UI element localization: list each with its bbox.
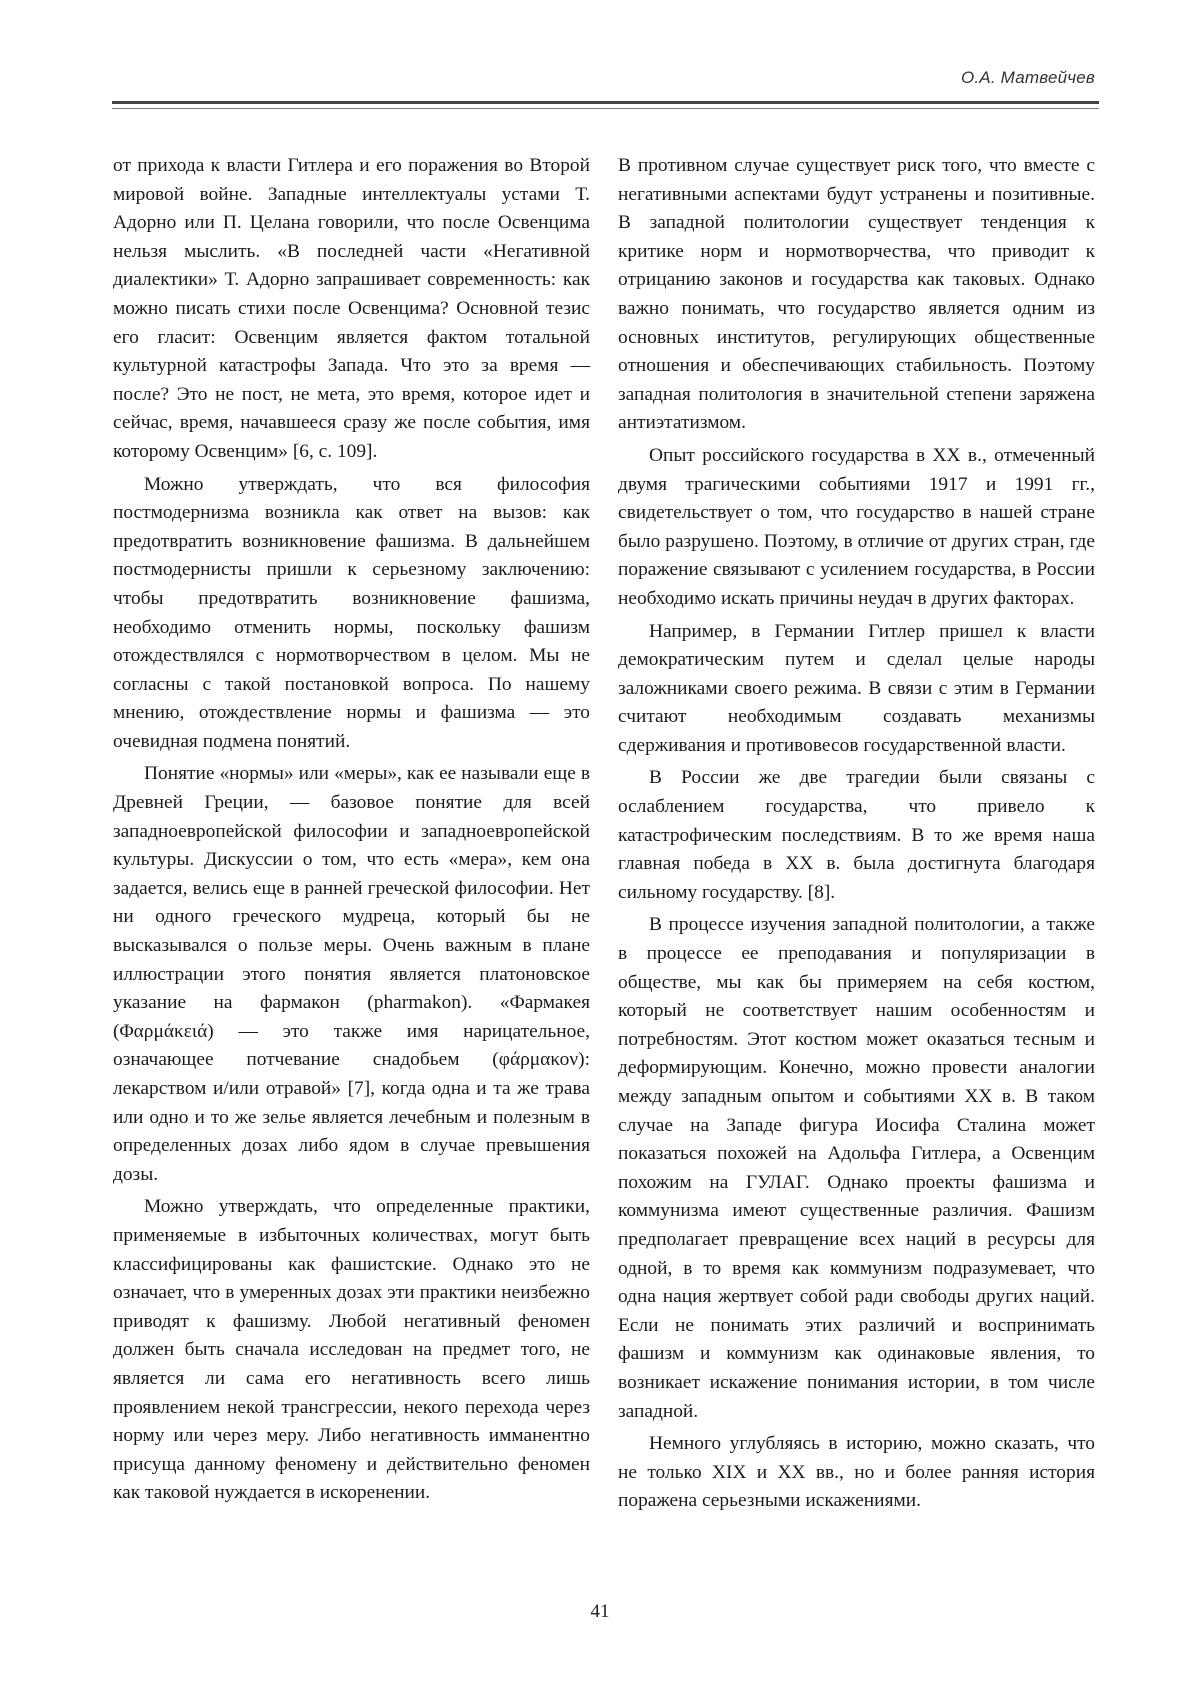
paragraph: В процессе изучения западной политологии, а также в процессе ее преподавания и популяризации в обществе, мы как бы примеряем на себя костюм, который не соответствует нашим особенностям и потребностям. Этот костюм может оказаться тесным и деформирующим. Конечно, можно провести аналогии между западным опытом и событиями XX в. В таком случае на Западе фигура Иосифа Сталина может показаться похожей на Адольфа Гитлера, а Освенцим похожим на ГУЛАГ. Однако проекты фашизма и коммунизма имеют существенные различия. Фашизм предполагает превращение всех наций в ресурсы для одной, в то время как коммунизм подразумевает, что одна нация жертвует собой ради свободы других наций. Если не понимать этих различий и воспринимать фашизм и коммунизм как одинаковые явления, то возникает искажение понимания истории, в том числе западной. — [618, 914, 1095, 1422]
paragraph: Например, в Германии Гитлер пришел к власти демократическим путем и сделал целые народы заложниками своего режима. В связи с этим в Германии считают необходимым создавать механизмы сдерживания и противовесов государственной власти. — [618, 620, 1095, 756]
paragraph: Можно утверждать, что вся философия постмодернизма возникла как ответ на вызов: как предотвратить возникновение фашизма. В дальнейшем постмодернисты пришли к серьезному заключению: чтобы предотвратить возникновение фашизма, необходимо отменить нормы, поскольку фашизм отождествлялся с нормотворчеством в целом. Мы не согласны с такой постановкой вопроса. По нашему мнению, отождествление нормы и фашизма — это очевидная подмена понятий. — [113, 473, 590, 752]
paragraph: Немного углубляясь в историю, можно сказать, что не только XIX и XX вв., но и более ранняя история поражена серьезными искажениями. — [618, 1433, 1095, 1512]
paragraph: Можно утверждать, что определенные практики, применяемые в избыточных количествах, могут быть классифицированы как фашистские. Однако это не означает, что в умеренных дозах эти практики неизбежно приводят к фашизму. Любой негативный феномен должен быть сначала исследован на предмет того, не является ли сама его негативность всего лишь проявлением некой трансгрессии, некого перехода через норму или через меру. Либо негативность имманентно присуща данному феномену и действительно феномен как таковой нуждается в искоренении. — [113, 1196, 590, 1504]
page-number: 41 — [590, 1601, 610, 1622]
left-column — [113, 152, 590, 1512]
running-header-author: О.А. Матвейчев — [960, 68, 1095, 87]
paragraph: Опыт российского государства в XX в., отмеченный двумя трагическими событиями 1917 и 1991 гг., свидетельствует о том, что государство в нашей стране было разрушено. Поэтому, в отличие от других стран, где поражение связывают с усилением государства, в России необходимо искать причины неудач в других факторах. — [618, 444, 1095, 609]
header-rule-thick — [112, 101, 1099, 104]
right-column — [618, 152, 1095, 1520]
paragraph: от прихода к власти Гитлера и его поражения во Второй мировой войне. Западные интеллектуалы устами Т. Адорно или П. Целана говорили, что после Освенцима нельзя мыслить. «В последней части «Негативной диалектики» Т. Адорно запрашивает современность: как можно писать стихи после Освенцима? Основной тезис его гласит: Освенцим является фактом тотальной культурной катастрофы Запада. Что это за время — после? Это не пост, не мета, это время, которое идет и сейчас, время, начавшееся сразу же после события, имя которому Освенцим» [6, с. 109]. — [113, 155, 590, 462]
paragraph: В противном случае существует риск того, что вместе с негативными аспектами будут устранены и позитивные. В западной политологии существует тенденция к критике норм и нормотворчества, что приводит к отрицанию законов и государства как таковых. Однако важно понимать, что государство является одним из основных институтов, регулирующих общественные отношения и обеспечивающих стабильность. Поэтому западная политология в значительной степени заряжена антиэтатизмом. — [618, 155, 1095, 434]
header-rule-thin — [112, 108, 1099, 109]
paragraph: В России же две трагедии были связаны с ослаблением государства, что привело к катастрофическим последствиям. В то же время наша главная победа в XX в. была достигнута благодаря сильному государству. [8]. — [618, 767, 1095, 903]
paragraph: Понятие «нормы» или «меры», как ее называли еще в Древней Греции, — базовое понятие для всей западноевропейской философии и западноевропейской культуры. Дискуссии о том, что есть «мера», кем она задается, велись еще в ранней греческой философии. Нет ни одного греческого мудреца, который бы не высказывался о пользе меры. Очень важным в плане иллюстрации этого понятия является платоновское указание на фармакон (pharmakon). «Фармакея (Φαρμάκειά) — это также имя нарицательное, означающее потчевание снадобьем (φάρμακον): лекарством и/или отравой» [7], когда одна и та же трава или одно и то же зелье является лечебным и полезным в определенных дозах либо ядом в случае превышения дозы. — [113, 763, 590, 1185]
